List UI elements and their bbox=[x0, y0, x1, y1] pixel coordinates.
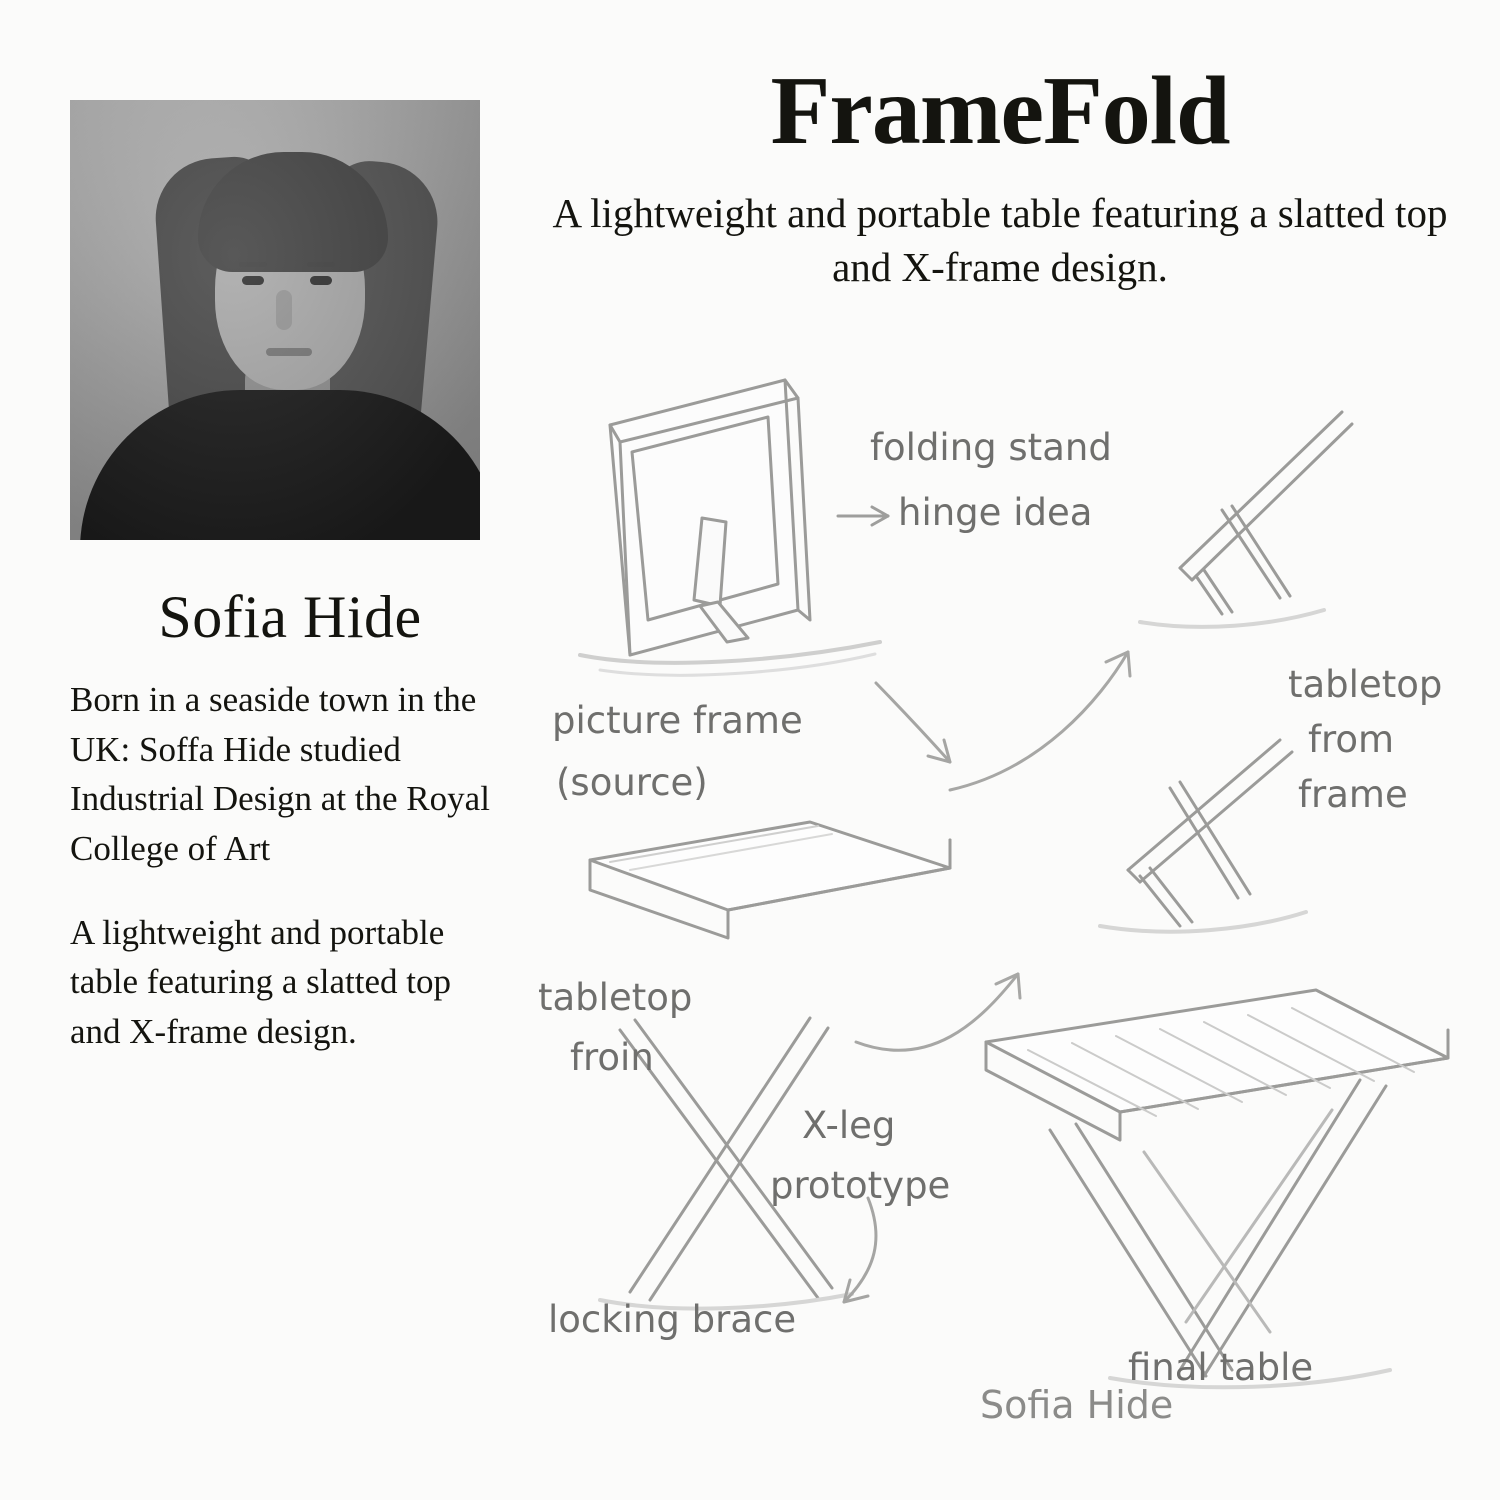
designer-name: Sofia Hide bbox=[158, 584, 422, 650]
portrait-shading bbox=[70, 100, 480, 540]
sketch-picture-frame bbox=[580, 380, 880, 675]
designer-panel bbox=[70, 100, 510, 1091]
annotation-x-leg: X-leg bbox=[802, 1104, 896, 1147]
annotation-folding-stand: folding stand bbox=[870, 426, 1112, 469]
bio-paragraph-2: A lightweight and portable table featuring a slatted top and X-frame design. bbox=[70, 912, 451, 1052]
annotation-tabletop-froin-line2: froin bbox=[570, 1036, 654, 1079]
page-subtitle: A lightweight and portable table featuring a slatted top and X-frame design. bbox=[552, 190, 1448, 291]
concept-sketch bbox=[480, 370, 1500, 1500]
annotation-picture-frame: picture frame bbox=[552, 699, 803, 742]
sketch-final-table bbox=[986, 990, 1448, 1387]
annotation-prototype: prototype bbox=[770, 1164, 951, 1207]
sketch-arrow-locking-brace bbox=[844, 1198, 876, 1302]
sketch-arrow-to-stand bbox=[876, 683, 950, 762]
sketch-tabletop-from-frame bbox=[1100, 740, 1306, 932]
annotation-final-table: final table bbox=[1128, 1346, 1314, 1389]
sketch-signature: Sofia Hide bbox=[980, 1383, 1174, 1427]
annotation-picture-frame-source: (source) bbox=[556, 761, 708, 804]
annotation-tabletop-from-frame-line2: from bbox=[1308, 718, 1395, 761]
designer-bio bbox=[70, 675, 510, 1057]
sketch-arrow-final-table bbox=[856, 974, 1020, 1050]
bio-paragraph-1: Born in a seaside town in the UK: Soffa Hide studied Industrial Design at the Royal College of Art bbox=[70, 680, 490, 869]
page-title: FrameFold bbox=[770, 57, 1230, 165]
sketch-folding-stand bbox=[1140, 412, 1352, 627]
annotation-locking-brace: locking brace bbox=[548, 1298, 797, 1341]
annotation-hinge-idea: hinge idea bbox=[898, 491, 1093, 534]
annotation-tabletop-from-frame-line1: tabletop bbox=[1288, 663, 1443, 706]
sketch-arrow-curve-up bbox=[950, 652, 1130, 790]
sketch-tabletop-slab bbox=[590, 822, 950, 938]
annotation-tabletop-froin-line1: tabletop bbox=[538, 976, 693, 1019]
annotation-tabletop-from-frame-line3: frame bbox=[1298, 773, 1408, 816]
designer-portrait-photo bbox=[70, 100, 480, 540]
poster-header bbox=[540, 57, 1460, 294]
sketch-arrow-hinge bbox=[838, 507, 888, 525]
